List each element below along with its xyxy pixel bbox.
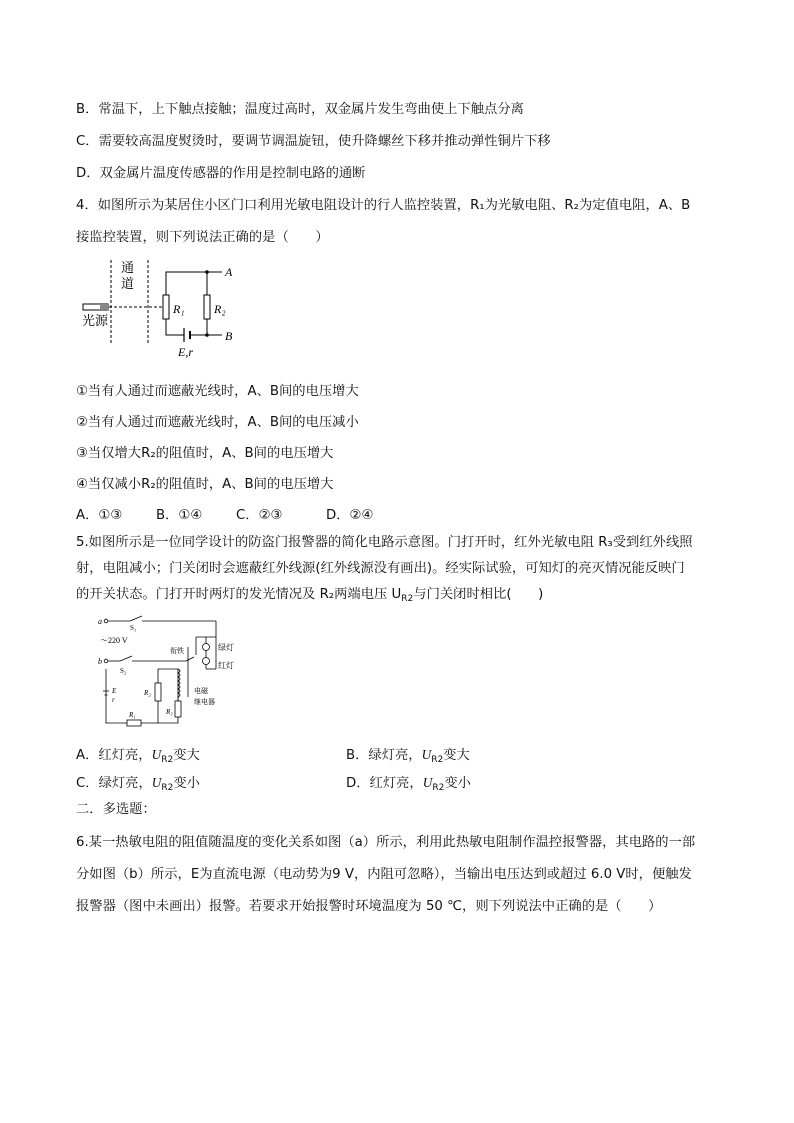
q4-statement-2: ②当有人通过而遮蔽光线时，A、B间的电压减小 xyxy=(76,415,359,430)
q5-voltage: ～220 V xyxy=(100,636,128,645)
q5-s2: S₂ xyxy=(120,667,127,675)
q3-option-b: B．常温下，上下触点接触；温度过高时，双金属片发生弯曲使上下触点分离 xyxy=(76,102,524,117)
q6-stem-line-1: 6.某一热敏电阻的阻值随温度的变化关系如图（a）所示，利用此热敏电阻制作温控报警器，其电路的一部 xyxy=(76,835,696,850)
q6-stem-line-2: 分如图（b）所示，E为直流电源（电动势为9 V，内阻可忽略），当输出电压达到或超过 6.0 V时，便触发 xyxy=(76,867,692,882)
q5-stem-line-2: 射，电阻减小；门关闭时会遮蔽红外线源(红外线源没有画出)。经实际试验，可知灯的亮灭情况能反映门 xyxy=(76,561,685,576)
q4-option-c: C．②③ xyxy=(236,508,283,523)
q5-option-a: A．红灯亮，$U_{R2}$变大 xyxy=(76,747,200,765)
q5-stem-line-3: 的开关状态。门打开时两灯的发光情况及 R₂两端电压 $U_{R2}$与门关闭时相比( ) xyxy=(76,587,544,604)
q3-option-d: D．双金属片温度传感器的作用是控制电路的通断 xyxy=(76,166,366,181)
q5-red-lamp: 红灯 xyxy=(218,661,234,670)
q5-options-row-1 xyxy=(76,745,724,765)
q5-s1: S₁ xyxy=(130,624,137,632)
q4-option-b: B．①④ xyxy=(156,508,203,523)
q4-statement-1: ①当有人通过而遮蔽光线时，A、B间的电压增大 xyxy=(76,384,359,399)
q5-relay-1: 电磁 xyxy=(194,687,208,695)
q5-relay-2: 继电器 xyxy=(194,698,215,706)
q4-battery-label: E,r xyxy=(178,345,193,359)
q4-statement-4: ④当仅减小R₂的阻值时，A、B间的电压增大 xyxy=(76,477,334,492)
q5-r3: R₃ xyxy=(166,708,173,716)
q5-green-lamp: 绿灯 xyxy=(218,643,234,652)
q4-statement-3: ③当仅增大R₂的阻值时，A、B间的电压增大 xyxy=(76,446,334,461)
section-heading: 二．多选题： xyxy=(76,802,156,817)
q5-circuit-figure xyxy=(98,613,248,738)
q4-terminal-a: A xyxy=(225,265,233,279)
q5-r: r xyxy=(112,696,115,704)
q5-option-b: B．绿灯亮，$U_{R2}$变大 xyxy=(346,747,470,765)
q4-source-label: 光源 xyxy=(82,313,109,328)
q5-b: b xyxy=(98,657,102,666)
q5-e: E xyxy=(112,687,117,695)
q6-stem-line-3: 报警器（图中未画出）报警。若要求开始报警时环境温度为 50 ℃，则下列说法中正确的是（ ） xyxy=(76,899,662,914)
q5-a: a xyxy=(98,617,102,626)
q5-option-d: D．红灯亮，$U_{R2}$变小 xyxy=(346,775,471,793)
q4-terminal-b: B xyxy=(225,329,233,343)
q5-option-c: C．绿灯亮，$U_{R2}$变小 xyxy=(76,775,200,793)
q4-r2-label: R₂ xyxy=(214,302,226,316)
q5-r1: R₁ xyxy=(129,711,136,719)
q4-circuit-figure xyxy=(76,255,251,367)
q5-stem-line-1: 5.如图所示是一位同学设计的防盗门报警器的简化电路示意图。门打开时，红外光敏电阻 R₃受到红外线照 xyxy=(76,535,693,550)
q4-channel-label-2: 道 xyxy=(121,276,135,291)
q4-r1-label: R₁ xyxy=(173,302,185,316)
q5-armature: 衔铁 xyxy=(170,647,184,655)
q4-stem-line-1: 4．如图所示为某居住小区门口利用光敏电阻设计的行人监控装置，R₁为光敏电阻、R₂为定值电阻，A、B xyxy=(76,198,691,213)
q5-options-row-2 xyxy=(76,773,724,793)
q5-r2: R₂ xyxy=(144,689,151,697)
q4-option-d: D．②④ xyxy=(326,508,374,523)
q4-stem-line-2: 接监控装置，则下列说法正确的是（ ） xyxy=(76,230,329,245)
q4-channel-label-1: 通 xyxy=(121,260,135,275)
q4-options xyxy=(76,506,724,526)
q4-option-a: A．①③ xyxy=(76,508,123,523)
q3-option-c: C．需要较高温度熨烫时，要调节调温旋钮，使升降螺丝下移并推动弹性铜片下移 xyxy=(76,134,551,149)
